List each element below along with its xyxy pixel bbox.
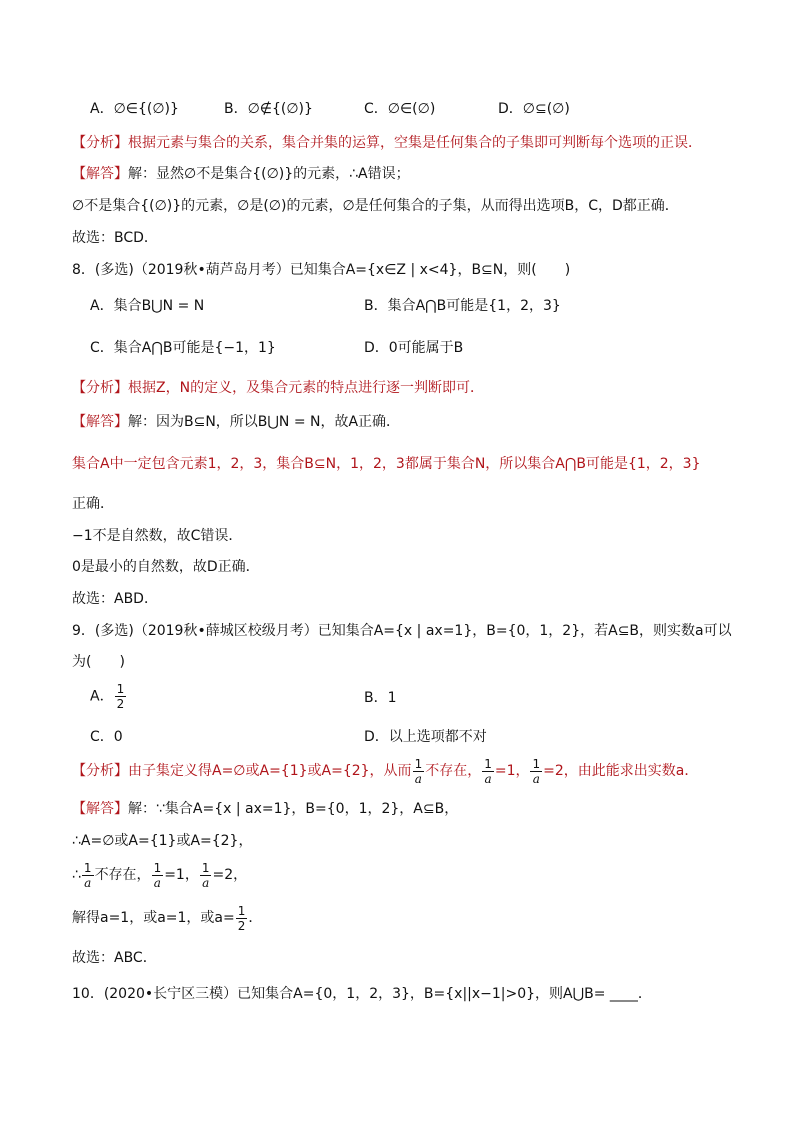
answer-text: =2，	[212, 867, 248, 883]
q7-answer-line-2: ∅不是集合{(∅)}的元素，∅是(∅)的元素，∅是任何集合的子集，从而得出选项B，C，D都正确．	[72, 198, 679, 214]
q8-answer-line-5: 0是最小的自然数，故D正确．	[72, 559, 260, 575]
answer-tag: 【解答】	[72, 801, 128, 817]
q9-answer-line-2: ∴A=∅或A={1}或A={2}，	[72, 833, 253, 849]
q10-stem: 10．(2020•长宁区三模）已知集合A={0，1，2，3}，B={x||x−1|>0}，则A⋃B= ____．	[72, 986, 652, 1002]
q9-option-d: D．以上选项都不对	[364, 729, 487, 745]
q8-stem: 8．(多选)（2019秋•葫芦岛月考）已知集合A={x∈Z | x<4}，B⊆N，则( )	[72, 262, 571, 278]
q9-option-b: B．1	[364, 690, 397, 706]
fraction-numerator: 1	[153, 860, 162, 875]
analysis-text: 由子集定义得A=∅或A={1}或A={2}，从而	[128, 763, 412, 779]
fraction-denominator: a	[153, 875, 161, 890]
q8-option-d: D．0可能属于B	[364, 340, 464, 356]
q7-answer-line-1	[72, 164, 410, 184]
answer-text: 解：显然∅不是集合{(∅)}的元素，∴A错误；	[128, 166, 410, 182]
q9-option-a	[90, 682, 127, 711]
q7-option-a: A．∅∈{(∅)}	[90, 101, 179, 117]
answer-text: ．	[248, 910, 263, 926]
q9-choice: 故选：ABC．	[72, 950, 157, 966]
answer-text: ∴	[72, 867, 81, 883]
fraction	[236, 904, 248, 933]
fraction-denominator: 2	[116, 697, 125, 711]
q9-analysis	[72, 756, 698, 786]
fraction	[152, 861, 164, 890]
fraction	[482, 757, 494, 786]
fraction	[82, 861, 94, 890]
q8-choice: 故选：ABD．	[72, 591, 158, 607]
fraction-denominator: a	[484, 771, 492, 786]
q8-option-b: B．集合A⋂B可能是{1，2，3}	[364, 298, 561, 314]
fraction-numerator: 1	[484, 756, 492, 771]
q9-answer-line-4	[72, 903, 262, 933]
q8-answer-line-2: 集合A中一定包含元素1，2，3，集合B⊆N，1，2，3都属于集合N，所以集合A⋂B可能是{1，2，3}	[72, 456, 701, 472]
q8-answer-line-3: 正确．	[72, 496, 114, 512]
q8-analysis	[72, 378, 484, 398]
q8-answer-line-4: −1不是自然数，故C错误．	[72, 528, 243, 544]
fraction	[200, 861, 212, 890]
fraction	[530, 757, 542, 786]
q9-answer-line-3	[72, 860, 247, 890]
analysis-text: 根据元素与集合的关系，集合并集的运算，空集是任何集合的子集即可判断每个选项的正误．	[128, 135, 702, 151]
fraction-numerator: 1	[237, 903, 246, 918]
q7-choice: 故选：BCD．	[72, 230, 158, 246]
analysis-text: 根据Z，N的定义，及集合元素的特点进行逐一判断即可．	[128, 380, 485, 396]
fraction	[413, 757, 425, 786]
answer-text: 解：∵集合A={x | ax=1}，B={0，1，2}，A⊆B，	[128, 801, 459, 817]
q8-answer-line-1	[72, 412, 400, 432]
answer-tag: 【解答】	[72, 166, 128, 182]
q7-option-c: C．∅∈(∅)	[364, 101, 436, 117]
q8-option-c: C．集合A⋂B可能是{−1，1}	[90, 340, 276, 356]
analysis-tag: 【分析】	[72, 763, 128, 779]
fraction-denominator: a	[202, 875, 210, 890]
q9-answer-line-1	[72, 799, 458, 819]
analysis-text: 不存在，	[425, 763, 482, 779]
q7-analysis	[72, 133, 702, 153]
q7-option-d: D．∅⊆(∅)	[498, 101, 570, 117]
q7-option-b: B．∅∉{(∅)}	[224, 101, 313, 117]
answer-text: 解得a=1，或a=1，或a=	[72, 910, 235, 926]
analysis-tag: 【分析】	[72, 135, 128, 151]
fraction-denominator: a	[532, 771, 540, 786]
fraction-numerator: 1	[116, 682, 125, 696]
fraction-numerator: 1	[201, 860, 210, 875]
analysis-text: =2，由此能求出实数a．	[543, 763, 699, 779]
option-label: A．	[90, 688, 114, 705]
fraction	[115, 682, 127, 711]
fraction-numerator: 1	[532, 756, 541, 771]
answer-text: 解：因为B⊆N，所以B⋃N = N，故A正确．	[128, 414, 401, 430]
q9-stem-line-1: 9．(多选)（2019秋•薛城区校级月考）已知集合A={x | ax=1}，B={0，1，2}，若A⊆B，则实数a可以	[72, 623, 732, 639]
answer-text: =1，	[164, 867, 199, 883]
answer-tag: 【解答】	[72, 414, 128, 430]
fraction-denominator: a	[414, 771, 422, 786]
answer-text: 不存在，	[94, 867, 151, 883]
fraction-denominator: a	[84, 875, 92, 890]
analysis-tag: 【分析】	[72, 380, 128, 396]
fraction-denominator: 2	[237, 918, 246, 933]
fraction-numerator: 1	[83, 860, 92, 875]
q9-stem-line-2: 为( )	[72, 654, 125, 670]
q8-option-a: A．集合B⋃N = N	[90, 298, 205, 314]
analysis-text: =1，	[494, 763, 530, 779]
q9-option-c: C．0	[90, 729, 123, 745]
fraction-numerator: 1	[414, 756, 423, 771]
